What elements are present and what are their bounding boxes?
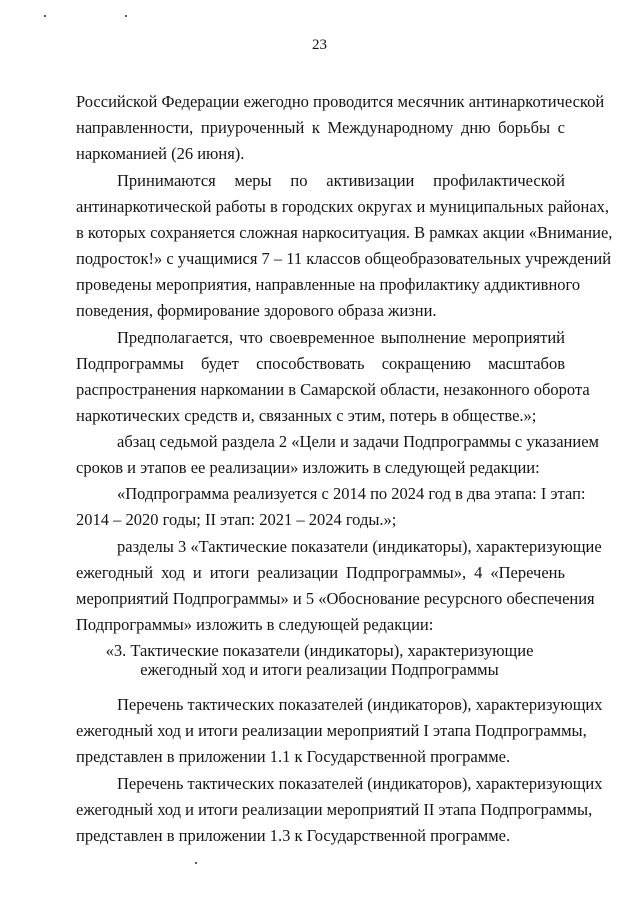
section-heading: ежегодный ход и итоги реализации Подпрограммы (140, 660, 499, 679)
text-line: Перечень тактических показателей (индикаторов), характеризующих (117, 774, 603, 793)
page-number: 23 (312, 37, 327, 53)
text-line: наркоманией (26 июня). (76, 144, 245, 163)
scan-speck-2 (125, 15, 127, 17)
text-line: представлен в приложении 1.3 к Государственной программе. (76, 826, 511, 845)
text-line: Подпрограммы» изложить в следующей редакции: (76, 615, 434, 634)
text-line: Подпрограммы будет способствовать сокращению масштабов (76, 354, 565, 373)
text-line: Российской Федерации ежегодно проводится месячник антинаркотической (76, 92, 605, 111)
scan-speck-1 (44, 15, 46, 17)
text-line: сроков и этапов ее реализации» изложить в следующей редакции: (76, 458, 540, 477)
text-line: ежегодный ход и итоги реализации мероприятий II этапа Подпрограммы, (76, 800, 593, 819)
text-line: проведены мероприятия, направленные на профилактику аддиктивного (76, 275, 581, 294)
text-line: ежегодный ход и итоги реализации мероприятий I этапа Подпрограммы, (76, 721, 587, 740)
text-line: Принимаются меры по активизации профилактической (117, 171, 565, 190)
text-line: Перечень тактических показателей (индикаторов), характеризующих (117, 695, 603, 714)
text-line: 2014 – 2020 годы; II этап: 2021 – 2024 годы.»; (76, 510, 397, 529)
scan-speck-3 (195, 862, 197, 864)
text-line: в которых сохраняется сложная наркоситуация. В рамках акции «Внимание, (76, 223, 613, 242)
section-heading: «3. Тактические показатели (индикаторы), характеризующие (105, 641, 534, 660)
text-line: ежегодный ход и итоги реализации Подпрограммы», 4 «Перечень (76, 563, 565, 582)
text-line: антинаркотической работы в городских округах и муниципальных районах, (76, 197, 610, 216)
text-line: разделы 3 «Тактические показатели (индикаторы), характеризующие (117, 537, 602, 556)
text-line: распространения наркомании в Самарской области, незаконного оборота (76, 380, 590, 399)
text-line: Предполагается, что своевременное выполнение мероприятий (117, 328, 565, 347)
text-line: поведения, формирование здорового образа жизни. (76, 301, 437, 320)
text-line: наркотических средств и, связанных с этим, потерь в обществе.»; (76, 406, 537, 425)
text-line: мероприятий Подпрограммы» и 5 «Обоснование ресурсного обеспечения (76, 589, 595, 608)
text-line: представлен в приложении 1.1 к Государственной программе. (76, 747, 511, 766)
text-line: подросток!» с учащимися 7 – 11 классов общеобразовательных учреждений (76, 249, 612, 268)
text-line: направленности, приуроченный к Международному дню борьбы с (76, 118, 565, 137)
text-line: абзац седьмой раздела 2 «Цели и задачи Подпрограммы с указанием (117, 432, 599, 451)
text-line: «Подпрограмма реализуется с 2014 по 2024 год в два этапа: I этап: (117, 484, 586, 503)
